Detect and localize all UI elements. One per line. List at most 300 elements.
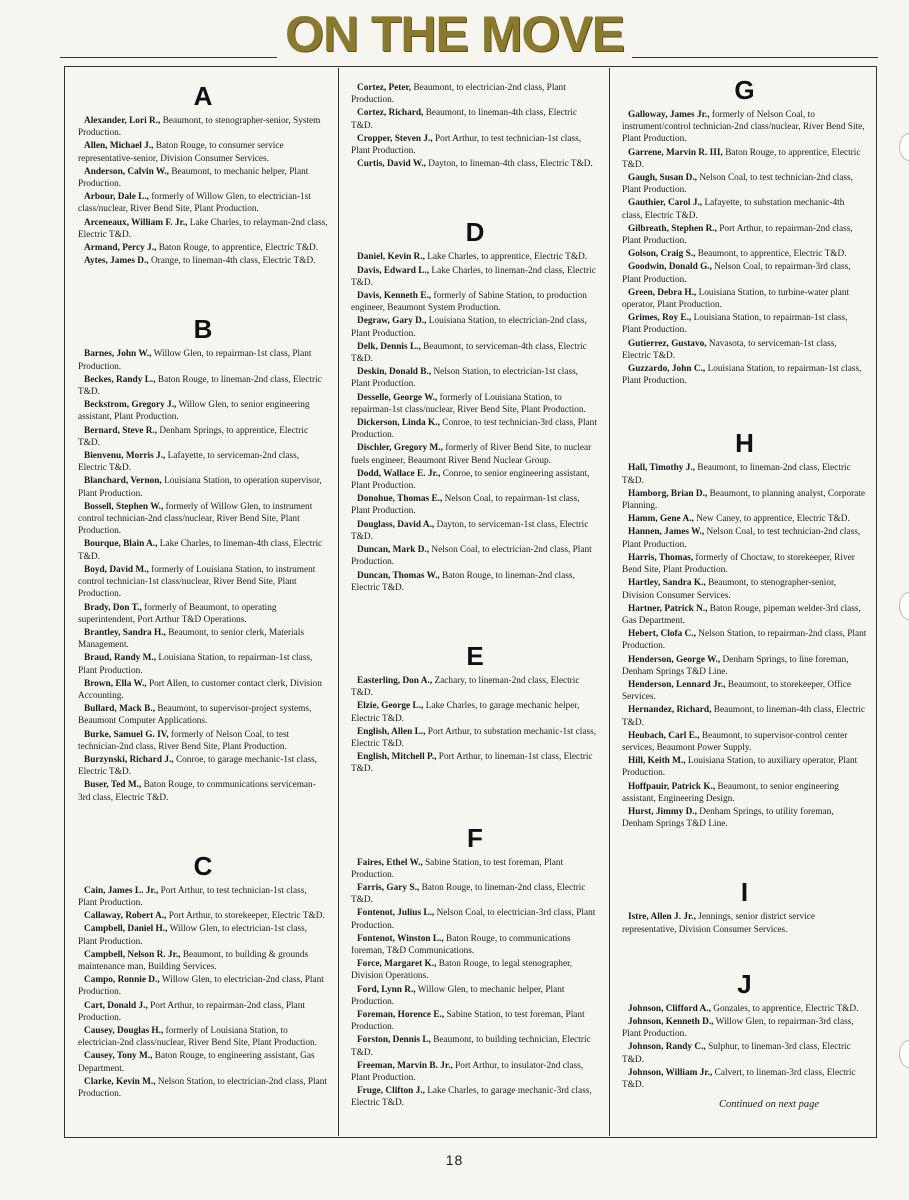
section-letter: J <box>737 968 752 999</box>
employee-name: Barnes, John W., <box>84 349 152 360</box>
list-item <box>622 806 867 830</box>
employee-name: Gutierrez, Gustavo, <box>628 338 707 349</box>
employee-name: Campbell, Daniel H., <box>84 924 168 935</box>
list-item <box>622 248 867 260</box>
list-item <box>78 501 328 538</box>
employee-move: Beaumont, to stenographer-senior, System Production. <box>78 116 321 139</box>
section-letter: A <box>193 81 213 111</box>
employee-name: Aytes, James D., <box>84 256 149 267</box>
employee-name: Armand, Percy J., <box>84 243 157 254</box>
list-item <box>622 781 867 805</box>
employee-move: Nelson Coal, to repairman-3rd class, Plant Production. <box>622 262 851 285</box>
list-item <box>78 255 328 267</box>
employee-name: Dischler, Gregory M., <box>357 443 443 454</box>
employee-move: Beaumont, to lineman-4th class, Electric T&D. <box>622 705 866 728</box>
employee-move: Beaumont, to apprentice, Electric T&D. <box>697 249 847 260</box>
list-item <box>351 1060 599 1084</box>
list-item <box>622 488 867 512</box>
employee-move: Port Arthur, to lineman-1st class, Electric T&D. <box>351 752 593 775</box>
list-item <box>351 882 599 906</box>
list-item <box>622 338 867 362</box>
list-item <box>78 166 328 190</box>
employee-name: Garrene, Marvin R. III, <box>628 147 723 158</box>
employee-name: Hamm, Gene A., <box>628 514 694 525</box>
employee-move: Beaumont, to senior clerk, Materials Management. <box>78 627 305 651</box>
employee-move: Louisiana Station, to electrician-2nd class, Plant Production. <box>351 316 587 339</box>
employee-move: Lafayette, to substation mechanic-4th class, Electric T&D. <box>622 198 845 221</box>
section-c <box>78 852 328 1100</box>
list-item <box>78 678 328 702</box>
employee-move: Willow Glen, to repairman-1st class, Plant Production. <box>78 349 312 372</box>
section-f <box>351 824 599 1110</box>
employee-move: Port Allen, to customer contact clerk, Division Accounting. <box>78 678 322 701</box>
employee-name: Dickerson, Linda K., <box>357 418 440 429</box>
list-item <box>351 958 599 982</box>
list-item <box>351 341 599 365</box>
list-item <box>622 261 867 285</box>
employee-name: English, Allen L., <box>357 726 426 737</box>
binder-hole-top <box>899 133 909 161</box>
employee-move: Baton Rouge, to apprentice, Electric T&D. <box>622 147 861 170</box>
employee-name: Cortez, Richard, <box>357 108 424 119</box>
list-item <box>78 754 328 778</box>
employee-name: Alexander, Lori R., <box>84 116 161 126</box>
employee-move: Sabine Station, to test foreman, Plant Production. <box>351 1009 585 1033</box>
employee-move: formerly of Sabine Station, to production engineer, Beaumont System Production. <box>351 291 587 314</box>
employee-move: Orange, to lineman-4th class, Electric T&D. <box>150 256 316 267</box>
employee-move: Baton Rouge, to engineering assistant, Gas Department. <box>78 1051 315 1074</box>
employee-name: Beckes, Randy L., <box>84 374 156 385</box>
list-item <box>78 923 328 947</box>
employee-move: Beaumont, to planning analyst, Corporate Planning. <box>622 488 866 512</box>
list-item <box>78 602 328 626</box>
list-item <box>622 603 867 627</box>
employee-name: Campo, Ronnie D., <box>84 975 160 986</box>
employee-move: Baton Rouge, to lineman-2nd class, Electric T&D. <box>78 374 322 398</box>
employee-name: Campbell, Nelson R. Jr., <box>84 949 181 960</box>
list-item <box>622 172 867 196</box>
employee-name: Cropper, Steven J., <box>357 133 433 144</box>
list-item <box>351 726 599 750</box>
list-item <box>351 315 599 339</box>
list-item <box>351 933 599 957</box>
list-item <box>351 107 599 131</box>
employee-name: Hamborg, Brian D., <box>628 488 708 499</box>
list-item <box>622 197 867 221</box>
employee-move: formerly of Louisiana Station, to repairman-1st class/nuclear, River Bend Site, Plant Production. <box>351 392 586 415</box>
employee-name: Braud, Randy M., <box>84 653 157 664</box>
employee-name: Brantley, Sandra H., <box>84 627 166 638</box>
employee-move: formerly of Louisiana Station, to electrician-2nd class/nuclear, River Bend Site, Plant Production. <box>78 1025 317 1049</box>
employee-name: Clarke, Kevin M., <box>84 1076 156 1087</box>
employee-name: Daniel, Kevin R., <box>357 252 425 263</box>
employee-move: Port Arthur, to test technician-1st class, Plant Production. <box>351 133 582 157</box>
employee-name: Arceneaux, William F. Jr., <box>84 217 188 228</box>
list-item <box>622 577 867 601</box>
list-item <box>622 513 867 525</box>
employee-move: Lafayette, to serviceman-2nd class, Electric T&D. <box>78 451 300 474</box>
employee-name: Causey, Douglas H., <box>84 1025 164 1036</box>
section-b <box>78 315 328 803</box>
employee-name: Donohue, Thomas E., <box>357 494 443 505</box>
list-item <box>622 223 867 247</box>
employee-move: Lake Charles, to garage mechanic helper, Electric T&D. <box>351 701 580 724</box>
employee-move: Beaumont, to lineman-2nd class, Electric T&D. <box>622 463 851 486</box>
employee-name: Forston, Dennis L, <box>357 1035 431 1046</box>
list-item <box>622 1067 867 1091</box>
employee-move: formerly of River Bend Site, to nuclear fuels engineer, Beaumont River Bend Nuclear Group. <box>351 443 592 466</box>
list-item <box>78 729 328 753</box>
list-item <box>78 1000 328 1024</box>
employee-name: Gilbreath, Stephen R., <box>628 223 717 234</box>
employee-name: Fruge, Clifton J., <box>357 1086 425 1097</box>
employee-move: Louisiana Station, to auxiliary operator, Plant Production. <box>622 756 858 779</box>
employee-name: Foreman, Horence E., <box>357 1009 445 1020</box>
list-item <box>622 109 867 146</box>
employee-move: Lake Charles, to apprentice, Electric T&D. <box>427 252 588 263</box>
employee-move: Willow Glen, to electrician-1st class, Plant Production. <box>78 924 308 947</box>
employee-move: Baton Rouge, to apprentice, Electric T&D. <box>158 243 319 254</box>
employee-move: Port Arthur, to insulator-2nd class, Plant Production. <box>351 1060 584 1083</box>
section-letter: E <box>466 640 484 671</box>
list-item <box>351 570 599 594</box>
employee-name: Hill, Keith M., <box>628 756 686 767</box>
list-item <box>78 115 328 139</box>
employee-name: Causey, Tony M., <box>84 1051 153 1062</box>
column-2 <box>338 68 607 1136</box>
binder-hole-middle <box>899 592 909 620</box>
list-item <box>622 654 867 678</box>
list-item <box>78 140 328 164</box>
list-item <box>351 251 599 263</box>
list-item <box>78 399 328 423</box>
employee-name: Burzynski, Richard J., <box>84 754 174 765</box>
section-j <box>622 970 867 1091</box>
employee-name: Freeman, Marvin B. Jr., <box>357 1060 453 1071</box>
list-item <box>351 1085 599 1109</box>
employee-move: Lake Charles, to garage mechanic-3rd class, Electric T&D. <box>351 1086 592 1109</box>
section-letter: G <box>734 75 755 105</box>
employee-move: formerly of Choctaw, to storekeeper, River Bend Site, Plant Production. <box>622 552 855 576</box>
employee-name: Hartner, Patrick N., <box>628 603 708 614</box>
employee-move: Jennings, senior district service representative, Division Consumer Services. <box>622 912 815 935</box>
section-letter: I <box>740 877 749 908</box>
employee-move: Beaumont, to serviceman-4th class, Electric T&D. <box>351 341 587 365</box>
employee-move: formerly of Nelson Coal, to instrument/control technician-2nd class/nuclear, River Bend Site, Plant Production. <box>622 110 865 145</box>
list-item <box>78 779 328 803</box>
employee-move: formerly of Willow Glen, to instrument control technician-2nd class/nuclear, River Bend Site, Plant Production. <box>78 501 313 537</box>
column-3 <box>609 68 875 1136</box>
employee-name: Arbour, Dale L., <box>84 192 149 203</box>
employee-move: Conroe, to test technician-3rd class, Plant Production. <box>351 418 597 441</box>
list-item <box>78 538 328 562</box>
employee-name: Douglass, David A., <box>357 519 435 530</box>
list-item <box>78 1050 328 1074</box>
employee-move: formerly of Nelson Coal, to test technician-2nd class, River Bend Site, Plant Production. <box>78 729 290 752</box>
employee-name: Fontenot, Julius L., <box>357 908 435 919</box>
list-item <box>351 468 599 492</box>
employee-move: Calvert, to lineman-3rd class, Electric T&D. <box>622 1067 856 1090</box>
employee-move: Dayton, to serviceman-1st class, Electric T&D. <box>351 519 589 542</box>
employee-name: Goodwin, Donald G., <box>628 262 712 273</box>
employee-name: Anderson, Calvin W., <box>84 166 169 177</box>
employee-move: New Caney, to apprentice, Electric T&D. <box>696 514 850 525</box>
employee-move: formerly of Louisiana Station, to instrument control technician-1st class/nuclear, River Bend Site, Plant Production. <box>78 564 316 600</box>
section-letter: F <box>467 822 483 853</box>
list-item <box>622 552 867 576</box>
section-e <box>351 642 599 776</box>
employee-name: Henderson, George W., <box>628 654 721 665</box>
employee-name: Cain, James L. Jr., <box>84 885 159 896</box>
employee-move: Beaumont, to stenographer-senior, Division Consumer Services. <box>622 578 837 601</box>
employee-name: Boyd, David M., <box>84 564 149 575</box>
section-i <box>622 878 867 935</box>
section-g <box>622 76 867 387</box>
employee-move: Port Arthur, to test technician-1st class, Plant Production. <box>78 885 307 908</box>
list-item <box>351 290 599 314</box>
employee-move: Nelson Coal, to test technician-2nd class, Plant Production. <box>622 173 853 196</box>
list-item <box>351 82 599 106</box>
list-item <box>351 392 599 416</box>
employee-name: Hall, Timothy J., <box>628 463 696 474</box>
list-item <box>622 755 867 779</box>
employee-move: Gonzales, to apprentice, Electric T&D. <box>713 1003 859 1014</box>
employee-move: Lake Charles, to lineman-4th class, Electric T&D. <box>78 539 323 562</box>
employee-name: Johnson, Randy C., <box>628 1042 706 1053</box>
employee-move: Beaumont, to lineman-4th class, Electric T&D. <box>351 108 577 131</box>
employee-move: Baton Rouge, to lineman-2nd class, Electric T&D. <box>351 882 586 906</box>
employee-name: Grimes, Roy E., <box>628 313 692 324</box>
employee-move: Beaumont, to supervisor-project systems, Beaumont Computer Applications. <box>78 704 312 727</box>
continued-note: Continued on next page <box>718 1099 819 1111</box>
employee-name: Bossell, Stephen W., <box>84 501 164 512</box>
employee-name: Fontenot, Winston L., <box>357 933 444 944</box>
list-item <box>622 1041 867 1065</box>
list-item <box>351 700 599 724</box>
section-h <box>622 429 867 830</box>
employee-move: Nelson Station, to repairman-2nd class, Plant Production. <box>622 629 867 652</box>
employee-name: Cortez, Peter, <box>357 83 412 93</box>
employee-name: Istre, Allen J. Jr., <box>628 912 696 923</box>
employee-name: Hoffpauir, Patrick K., <box>628 781 716 792</box>
list-item <box>622 462 867 486</box>
employee-name: Davis, Kenneth E., <box>357 291 432 302</box>
employee-move: Port Arthur, to storekeeper, Electric T&D. <box>168 911 325 922</box>
employee-name: Delk, Dennis L., <box>357 341 421 352</box>
employee-name: Guzzardo, John C., <box>628 364 706 375</box>
list-item <box>78 703 328 727</box>
list-item <box>351 675 599 699</box>
employee-move: Louisiana Station, to turbine-water plant operator, Plant Production. <box>622 287 850 311</box>
employee-move: Denham Springs, to line foreman, Denham Springs T&D Line. <box>622 654 849 677</box>
employee-move: Port Arthur, to repairman-2nd class, Plant Production. <box>78 1000 305 1023</box>
list-item <box>622 287 867 311</box>
list-item <box>351 519 599 543</box>
employee-move: Conroe, to garage mechanic-1st class, Electric T&D. <box>78 754 317 778</box>
employee-name: Hartley, Sandra K., <box>628 578 706 589</box>
employee-name: Deskin, Donald B., <box>357 367 432 378</box>
employee-name: Easterling, Don A., <box>357 675 433 686</box>
list-item <box>78 885 328 909</box>
list-item <box>622 730 867 754</box>
section-d <box>351 218 599 593</box>
employee-move: Conroe, to senior engineering assistant, Plant Production. <box>351 468 590 492</box>
employee-move: Louisiana Station, to repairman-1st class, Plant Production. <box>622 364 862 387</box>
employee-move: Navasota, to serviceman-1st class, Electric T&D. <box>622 338 837 361</box>
employee-name: Golson, Craig S., <box>628 249 696 260</box>
employee-move: Dayton, to lineman-4th class, Electric T&D. <box>428 159 593 170</box>
list-item <box>78 425 328 449</box>
employee-name: Hernandez, Richard, <box>628 705 712 716</box>
employee-name: Gauthier, Carol J., <box>628 198 703 209</box>
employee-name: Harris, Thomas, <box>628 552 694 563</box>
employee-name: Farris, Gary S., <box>357 882 420 893</box>
list-item <box>622 363 867 387</box>
employee-move: Nelson Coal, to electrician-3rd class, Plant Production. <box>351 908 596 931</box>
employee-move: Beaumont, to building technician, Electric T&D. <box>351 1035 591 1058</box>
list-item <box>78 910 328 922</box>
employee-name: Henderson, Lennard Jr., <box>628 679 726 690</box>
employee-move: formerly of Willow Glen, to electrician-1st class/nuclear, River Bend Site, Plant Production. <box>78 192 311 215</box>
employee-move: Baton Rouge, to lineman-2nd class, Electric T&D. <box>351 570 575 593</box>
list-item <box>351 442 599 466</box>
list-item <box>351 158 599 170</box>
list-item <box>78 652 328 676</box>
employee-move: Nelson Coal, to test technician-2nd class, Plant Production. <box>622 527 861 550</box>
employee-name: Curtis, David W., <box>357 159 426 170</box>
section-letter: D <box>465 217 485 248</box>
employee-name: Elzie, George L., <box>357 701 424 712</box>
list-item <box>622 1016 867 1040</box>
list-item <box>78 949 328 973</box>
list-item <box>351 907 599 931</box>
employee-move: Beaumont, to senior engineering assistant, Engineering Design. <box>622 781 839 804</box>
employee-move: Baton Rouge, to communications foreman, T&D Communications. <box>351 933 571 956</box>
employee-name: Dodd, Wallace E. Jr., <box>357 468 441 479</box>
section-continued <box>351 82 599 170</box>
page-title <box>0 4 909 64</box>
employee-name: Brady, Don T., <box>84 602 142 613</box>
list-item <box>622 1003 867 1015</box>
employee-name: Duncan, Mark D., <box>357 545 430 556</box>
list-item <box>351 751 599 775</box>
employee-move: Nelson Station, to electrician-2nd class, Plant Production. <box>78 1076 327 1099</box>
list-item <box>78 348 328 372</box>
employee-move: Beaumont, to building & grounds maintenance man, Building Services. <box>78 949 309 972</box>
employee-name: Galloway, James Jr., <box>628 110 710 120</box>
employee-move: Baton Rouge, to legal stenographer, Division Operations. <box>351 959 573 982</box>
list-item <box>351 544 599 568</box>
employee-name: Johnson, Clifford A., <box>628 1003 711 1014</box>
list-item <box>78 564 328 601</box>
employee-move: Willow Glen, to senior engineering assistant, Plant Production. <box>78 400 310 423</box>
list-item <box>351 1009 599 1033</box>
employee-move: Nelson Coal, to electrician-2nd class, Plant Production. <box>351 545 592 568</box>
list-item <box>622 679 867 703</box>
section-letter: C <box>193 850 213 881</box>
employee-move: Zachary, to lineman-2nd class, Electric T&D. <box>351 675 580 699</box>
employee-move: formerly of Beaumont, to operating superintendent, Port Arthur T&D Operations. <box>78 602 277 625</box>
list-item <box>78 217 328 241</box>
employee-move: Beaumont, to storekeeper, Office Services. <box>622 679 851 703</box>
list-item <box>78 450 328 474</box>
column-3-body <box>622 76 867 1091</box>
list-item <box>622 911 867 935</box>
employee-move: Sabine Station, to test foreman, Plant Production. <box>351 857 564 880</box>
employee-name: Davis, Edward L., <box>357 265 430 276</box>
employee-name: Blanchard, Vernon, <box>84 476 162 487</box>
employee-name: Hannen, James W., <box>628 527 705 538</box>
employee-name: Desselle, George W., <box>357 392 438 403</box>
employee-move: Sulphur, to lineman-3rd class, Electric T&D. <box>622 1042 851 1065</box>
list-item <box>78 974 328 998</box>
employee-move: Port Arthur, to substation mechanic-1st class, Electric T&D. <box>351 726 597 749</box>
section-letter: B <box>193 314 213 345</box>
section-letter: H <box>735 428 754 459</box>
employee-move: Beaumont, to mechanic helper, Plant Production. <box>78 166 309 190</box>
employee-name: English, Mitchell P., <box>357 752 437 763</box>
list-item <box>351 984 599 1008</box>
list-item <box>78 1076 328 1100</box>
list-item <box>78 627 328 651</box>
list-item <box>351 1034 599 1058</box>
employee-move: Beaumont, to electrician-2nd class, Plant Production. <box>351 83 566 106</box>
list-item <box>351 265 599 289</box>
employee-name: Ford, Lynn R., <box>357 984 416 995</box>
employee-move: Willow Glen, to mechanic helper, Plant Production. <box>351 984 565 1007</box>
list-item <box>622 526 867 550</box>
page-title-text: ON THE MOVE <box>277 6 632 62</box>
binder-hole-bottom <box>899 1040 909 1068</box>
employee-name: Duncan, Thomas W., <box>357 570 440 581</box>
list-item <box>78 374 328 398</box>
section-a <box>78 82 328 267</box>
employee-move: Nelson Station, to electrician-1st class, Plant Production. <box>351 367 579 390</box>
employee-name: Green, Debra H., <box>628 287 697 298</box>
employee-move: Lake Charles, to relayman-2nd class, Electric T&D. <box>78 217 328 240</box>
employee-name: Bullard, Mack B., <box>84 704 156 715</box>
list-item <box>351 366 599 390</box>
employee-name: Callaway, Robert A., <box>84 911 167 922</box>
employee-move: Denham Springs, to utility foreman, Denham Springs T&D Line. <box>622 806 834 830</box>
employee-name: Allen, Michael J., <box>84 141 154 152</box>
list-item <box>78 1025 328 1049</box>
employee-name: Beckstrom, Gregory J., <box>84 400 177 411</box>
employee-move: Baton Rouge, to consumer service representative-senior, Division Consumer Services. <box>78 141 284 164</box>
employee-name: Heubach, Carl E., <box>628 730 700 741</box>
employee-name: Degraw, Gary D., <box>357 316 427 327</box>
page-number: 18 <box>445 1152 464 1168</box>
list-item <box>622 147 867 171</box>
list-item <box>351 133 599 157</box>
list-item <box>78 242 328 254</box>
list-item <box>78 475 328 499</box>
employee-name: Burke, Samuel G. IV, <box>84 729 169 740</box>
list-item <box>622 704 867 728</box>
column-1 <box>66 68 336 1136</box>
employee-move: Louisiana Station, to operation supervisor, Plant Production. <box>78 476 322 499</box>
employee-name: Brown, Ella W., <box>84 678 147 689</box>
employee-move: Baton Rouge, to communications serviceman-3rd class, Electric T&D. <box>78 780 316 803</box>
list-item <box>351 417 599 441</box>
employee-name: Cart, Donald J., <box>84 1000 148 1011</box>
employee-move: Louisiana Station, to repairman-1st class, Plant Production. <box>622 313 848 336</box>
list-item <box>622 312 867 336</box>
employee-name: Bourque, Blain A., <box>84 539 158 550</box>
employee-name: Buser, Ted M., <box>84 780 142 791</box>
employee-move: Port Arthur, to repairman-2nd class, Plant Production. <box>622 223 853 247</box>
list-item <box>351 493 599 517</box>
